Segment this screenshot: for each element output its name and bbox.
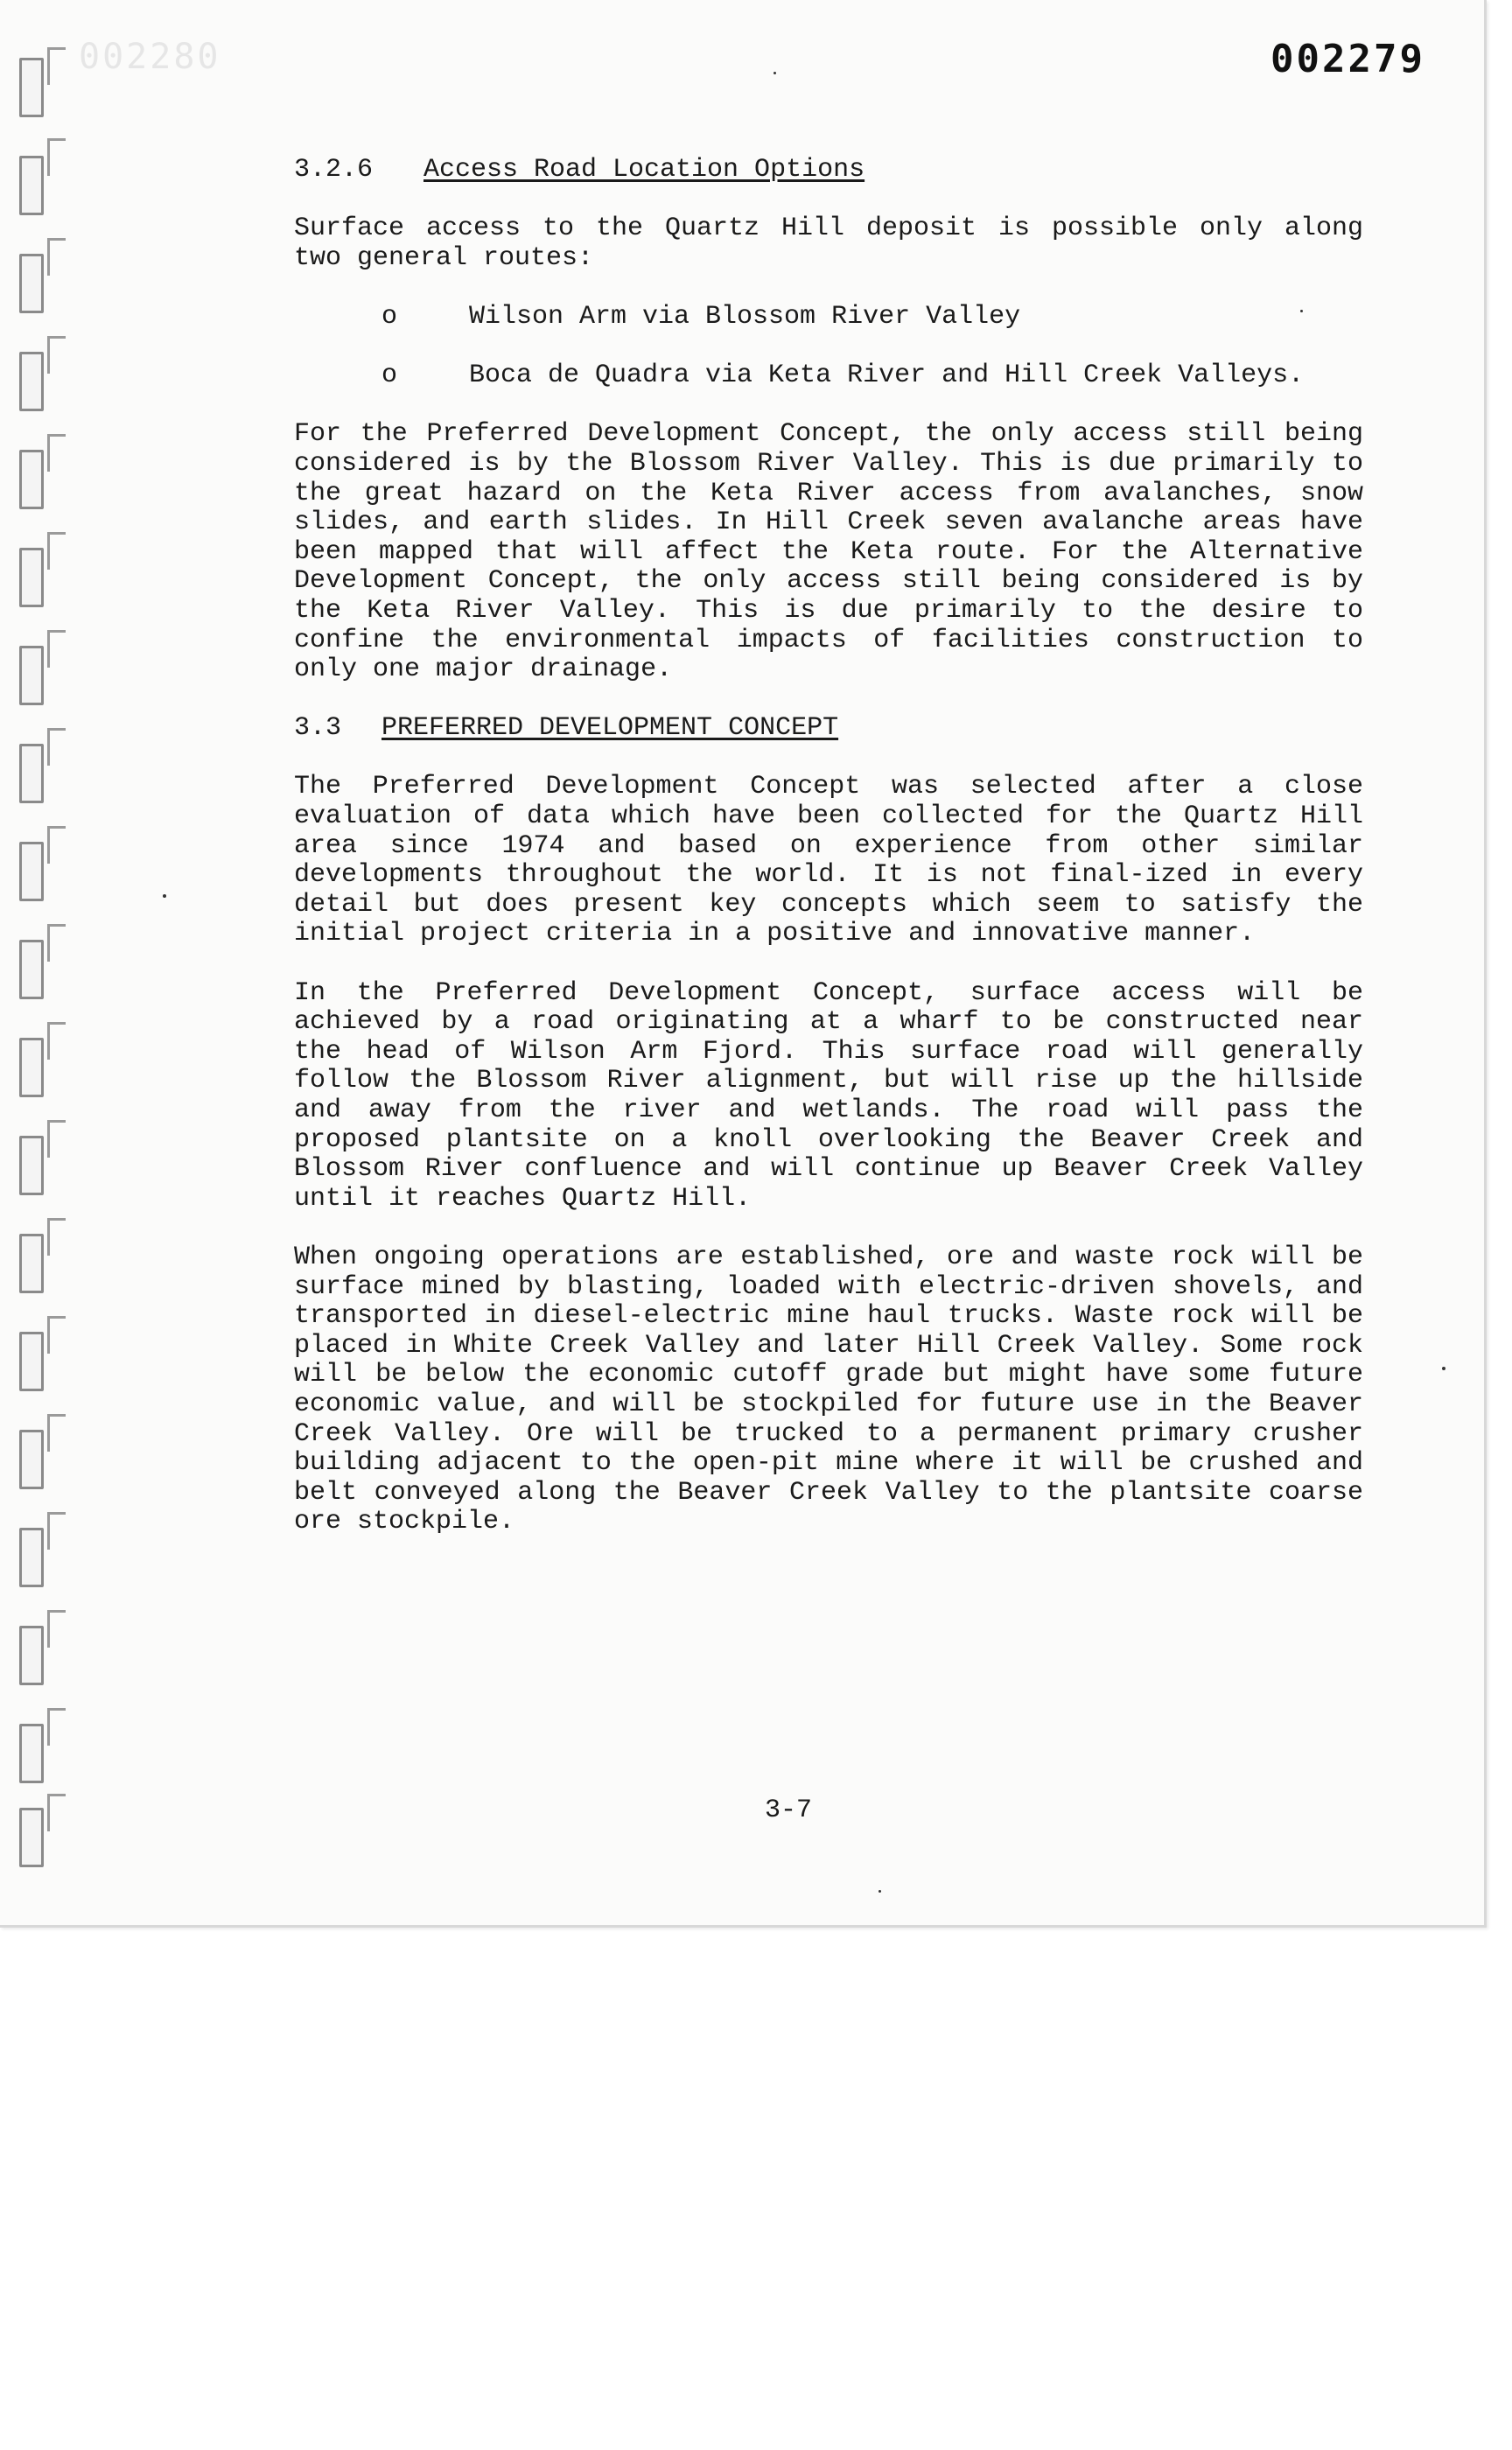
paragraph: In the Preferred Development Concept, surface access will be achieved by a road originating at a wharf to be constructed near the head of Wilson Arm Fjord. This surface road will generally follow the Blossom River alignment, but will rise up the hillside and away from the river and wetlands. The road will pass the proposed plantsite on a knoll overlooking the Beaver Creek and Blossom River confluence and will continue up Beaver Creek Valley until it reaches Quartz Hill. bbox=[294, 977, 1363, 1214]
binding-hook bbox=[47, 336, 66, 374]
section-title: PREFERRED DEVELOPMENT CONCEPT bbox=[382, 713, 839, 744]
page-number: 3-7 bbox=[765, 1796, 813, 1825]
scan-speck bbox=[878, 1890, 881, 1893]
bullet-marker: o bbox=[382, 301, 398, 332]
section-title: Access Road Location Options bbox=[424, 155, 865, 185]
binding-ring bbox=[19, 646, 44, 705]
binding-ring bbox=[19, 1724, 44, 1783]
binding-hook bbox=[47, 532, 66, 570]
binding-ring bbox=[19, 1136, 44, 1195]
spiral-binding bbox=[12, 44, 74, 1872]
list-item-text: Wilson Arm via Blossom River Valley bbox=[469, 301, 1021, 332]
list-item-text: Boca de Quadra via Keta River and Hill Creek Valleys. bbox=[469, 360, 1305, 391]
binding-hook bbox=[47, 1512, 66, 1550]
section-number: 3.2.6 bbox=[294, 155, 374, 185]
document-body bbox=[294, 156, 1363, 1567]
binding-ring bbox=[19, 1626, 44, 1685]
binding-ring bbox=[19, 1332, 44, 1391]
binding-hook bbox=[47, 728, 66, 766]
binding-ring bbox=[19, 940, 44, 999]
binding-hook bbox=[47, 1120, 66, 1158]
binding-hook bbox=[47, 1022, 66, 1060]
binding-ring bbox=[19, 842, 44, 901]
binding-hook bbox=[47, 434, 66, 472]
binding-ring bbox=[19, 254, 44, 313]
binding-ring bbox=[19, 548, 44, 607]
paragraph: When ongoing operations are established, ore and waste rock will be surface mined by blasting, loaded with electric-driven shovels, and transported in diesel-electric mine haul trucks. Waste rock will be placed in White Creek Valley and later Hill Creek Valley. Some rock will be below the economic cutoff grade but might have some future economic value, and will be stockpiled for future use in the Beaver Creek Valley. Ore will be trucked to a permanent primary crusher building adjacent to the open-pit mine where it will be crushed and belt conveyed along the Beaver Creek Valley to the plantsite coarse ore stockpile. bbox=[294, 1242, 1363, 1537]
section-heading bbox=[294, 156, 1363, 186]
binding-ring bbox=[19, 1234, 44, 1293]
binding-hook bbox=[47, 826, 66, 864]
binding-ring bbox=[19, 352, 44, 411]
binding-ring bbox=[19, 156, 44, 215]
binding-hook bbox=[47, 238, 66, 276]
bleed-through-number: 002280 bbox=[79, 37, 221, 77]
binding-ring bbox=[19, 1430, 44, 1489]
paragraph: Surface access to the Quartz Hill deposit is possible only along two general routes: bbox=[294, 214, 1363, 273]
binding-hook bbox=[47, 630, 66, 668]
binding-ring bbox=[19, 1528, 44, 1587]
binding-ring bbox=[19, 58, 44, 117]
list-item bbox=[294, 361, 1363, 391]
scan-speck bbox=[1300, 310, 1303, 312]
section-heading bbox=[294, 714, 1363, 744]
binding-ring bbox=[19, 450, 44, 509]
binding-hook bbox=[47, 1708, 66, 1746]
binding-hook bbox=[47, 1316, 66, 1354]
binding-hook bbox=[47, 47, 66, 85]
scan-speck bbox=[163, 894, 166, 898]
binding-hook bbox=[47, 924, 66, 962]
binding-hook bbox=[47, 1610, 66, 1648]
bullet-marker: o bbox=[382, 360, 398, 391]
scan-speck bbox=[1442, 1367, 1446, 1370]
binding-hook bbox=[47, 1794, 66, 1831]
list-item bbox=[294, 303, 1363, 332]
paragraph: For the Preferred Development Concept, the only access still being considered is by the Blossom River Valley. This is due primarily to the great hazard on the Keta River access from avalanches, snow slides, and earth slides. In Hill Creek seven avalanche areas have been mapped that will affect the Keta route. For the Alternative Development Concept, the only access still being considered is by the Keta River Valley. This is due primarily to the desire to confine the environmental impacts of facilities construction to only one major drainage. bbox=[294, 419, 1363, 685]
section-number: 3.3 bbox=[294, 713, 342, 744]
paragraph: The Preferred Development Concept was selected after a close evaluation of data which have been collected for the Quartz Hill area since 1974 and based on experience from other similar developments throughout the world. It is not final-ized in every detail but does present key concepts which seem to satisfy the initial project criteria in a positive and innovative manner. bbox=[294, 772, 1363, 949]
binding-hook bbox=[47, 138, 66, 176]
binding-ring bbox=[19, 744, 44, 803]
scan-speck bbox=[774, 72, 776, 74]
binding-hook bbox=[47, 1218, 66, 1256]
binding-ring bbox=[19, 1808, 44, 1867]
binding-hook bbox=[47, 1414, 66, 1452]
document-number: 002279 bbox=[1270, 37, 1425, 81]
binding-ring bbox=[19, 1038, 44, 1097]
